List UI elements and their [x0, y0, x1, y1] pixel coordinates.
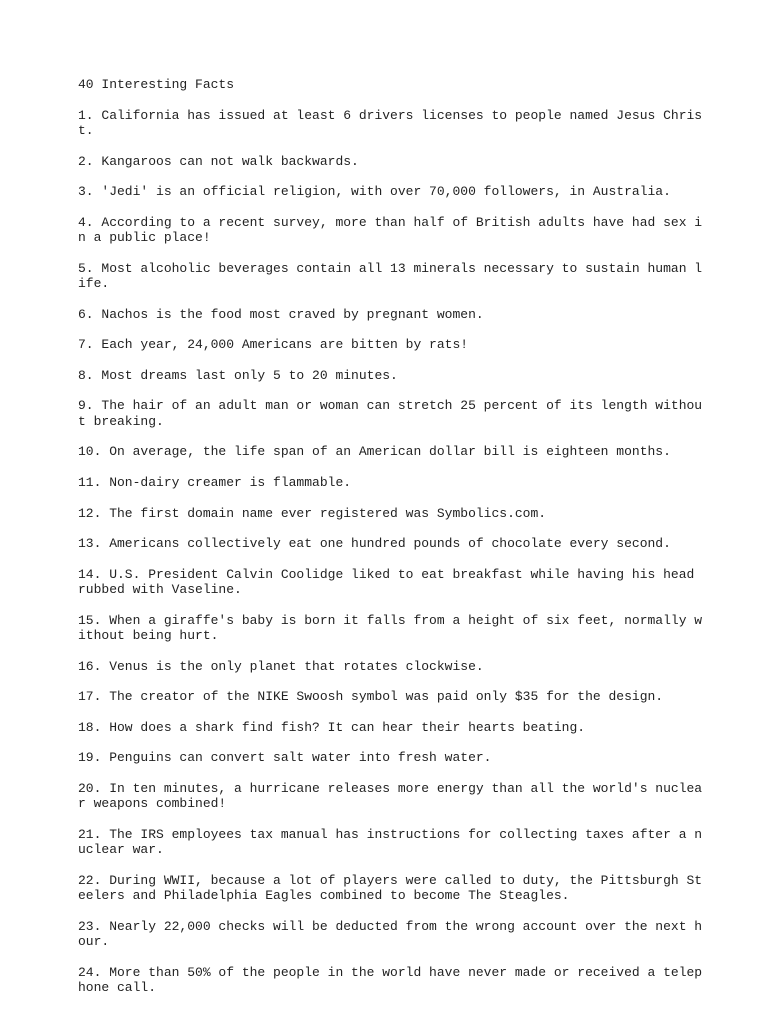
- fact-text-line: 10. On average, the life span of an American dollar bill is eighteen months.: [78, 444, 671, 460]
- fact-text-line: 22. During WWII, because a lot of players were called to duty, the Pittsburgh St: [78, 872, 703, 888]
- fact-text-line: hone call.: [78, 980, 157, 996]
- fact-text-line: uclear war.: [78, 842, 164, 858]
- fact-item: [78, 826, 703, 858]
- fact-item: [78, 720, 698, 735]
- fact-text-line: 11. Non-dairy creamer is flammable.: [78, 474, 352, 490]
- fact-text-line: 6. Nachos is the food most craved by pregnant women.: [78, 306, 484, 322]
- fact-item: [78, 475, 698, 490]
- fact-text-line: n a public place!: [78, 230, 211, 246]
- fact-item: [78, 444, 698, 459]
- fact-item: [78, 337, 698, 352]
- document-title: 40 Interesting Facts: [78, 77, 235, 92]
- fact-item: [78, 918, 703, 950]
- fact-text-line: 14. U.S. President Calvin Coolidge liked to eat breakfast while having his head: [78, 566, 695, 582]
- fact-text-line: 20. In ten minutes, a hurricane releases more energy than all the world's nuclea: [78, 780, 703, 796]
- fact-item: [78, 659, 698, 674]
- fact-text-line: 7. Each year, 24,000 Americans are bitten by rats!: [78, 337, 469, 353]
- fact-item: [78, 368, 698, 383]
- fact-text-line: 9. The hair of an adult man or woman can stretch 25 percent of its length withou: [78, 398, 703, 414]
- fact-item: [78, 780, 703, 812]
- fact-text-line: 15. When a giraffe's baby is born it falls from a height of six feet, normally w: [78, 612, 703, 628]
- fact-text-line: 24. More than 50% of the people in the world have never made or received a telep: [78, 964, 703, 980]
- fact-item: [78, 398, 703, 429]
- fact-item: [78, 536, 698, 551]
- fact-item: [78, 107, 703, 139]
- fact-text-line: 2. Kangaroos can not walk backwards.: [78, 153, 359, 169]
- fact-item: [78, 612, 703, 644]
- fact-text-line: 23. Nearly 22,000 checks will be deducted from the wrong account over the next h: [78, 918, 703, 934]
- fact-text-line: t breaking.: [78, 413, 164, 429]
- fact-text-line: 17. The creator of the NIKE Swoosh symbol was paid only $35 for the design.: [78, 689, 664, 705]
- fact-text-line: ife.: [78, 276, 110, 292]
- fact-text-line: our.: [78, 934, 110, 950]
- fact-item: [78, 689, 698, 704]
- fact-item: [78, 750, 698, 765]
- fact-item: [78, 506, 698, 521]
- fact-text-line: eelers and Philadelphia Eagles combined to become The Steagles.: [78, 888, 570, 904]
- fact-item: [78, 260, 703, 292]
- fact-text-line: 19. Penguins can convert salt water into fresh water.: [78, 750, 492, 766]
- document-body: [78, 77, 703, 1011]
- fact-text-line: 4. According to a recent survey, more than half of British adults have had sex i: [78, 214, 703, 230]
- fact-text-line: 5. Most alcoholic beverages contain all 13 minerals necessary to sustain human l: [78, 260, 703, 276]
- facts-list: [78, 107, 703, 996]
- fact-item: [78, 964, 703, 996]
- fact-item: [78, 154, 698, 169]
- fact-text-line: ithout being hurt.: [78, 628, 219, 644]
- fact-item: [78, 214, 703, 246]
- fact-text-line: 8. Most dreams last only 5 to 20 minutes.: [78, 367, 398, 383]
- fact-item: [78, 184, 698, 199]
- fact-text-line: r weapons combined!: [78, 796, 227, 812]
- fact-text-line: 12. The first domain name ever registered was Symbolics.com.: [78, 505, 547, 521]
- fact-text-line: 13. Americans collectively eat one hundred pounds of chocolate every second.: [78, 536, 671, 552]
- fact-item: [78, 307, 698, 322]
- fact-item: [78, 567, 698, 598]
- fact-text-line: rubbed with Vaseline.: [78, 582, 242, 598]
- fact-text-line: t.: [78, 122, 94, 138]
- fact-text-line: 16. Venus is the only planet that rotates clockwise.: [78, 658, 484, 674]
- fact-text-line: 18. How does a shark find fish? It can hear their hearts beating.: [78, 719, 586, 735]
- fact-text-line: 1. California has issued at least 6 drivers licenses to people named Jesus Chris: [78, 107, 703, 123]
- fact-text-line: 3. 'Jedi' is an official religion, with over 70,000 followers, in Australia.: [78, 184, 671, 200]
- fact-item: [78, 872, 703, 904]
- fact-text-line: 21. The IRS employees tax manual has instructions for collecting taxes after a n: [78, 826, 703, 842]
